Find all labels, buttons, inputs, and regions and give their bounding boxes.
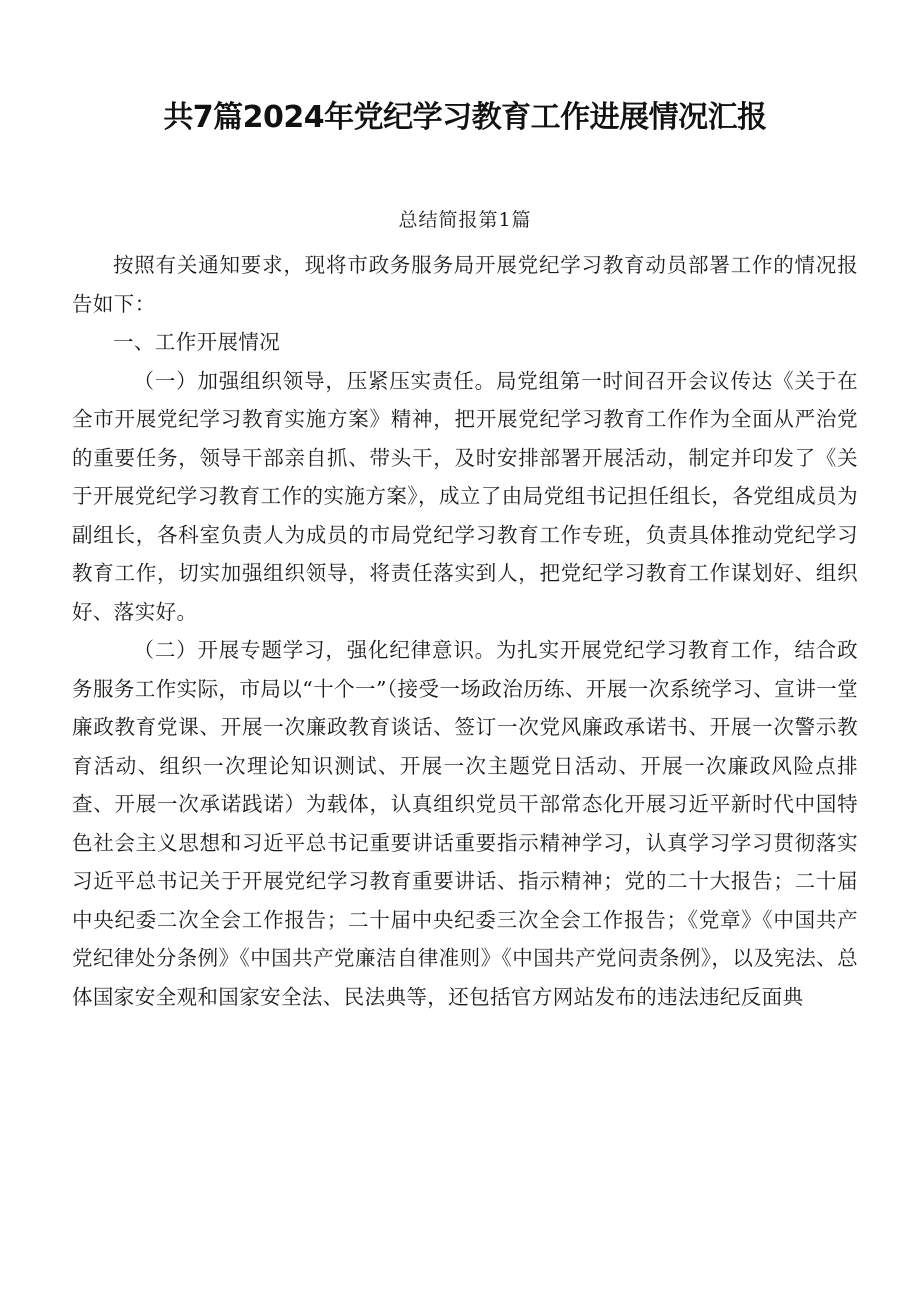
document-body — [72, 246, 858, 1016]
intro-paragraph: 按照有关通知要求，现将市政务服务局开展党纪学习教育动员部署工作的情况报告如下： — [72, 253, 858, 316]
heading-work-progress: 一、工作开展情况 — [113, 330, 281, 354]
paragraph-special-study: （二）开展专题学习，强化纪律意识。为扎实开展党纪学习教育工作，结合政务服务工作实际，市局以“十个一”（接受一场政治历练、开展一次系统学习、宣讲一堂廉政教育党课、开展一次廉政教育谈话、签订一次党风廉政承诺书、开展一次警示教育活动、组织一次理论知识测试、开展一次主题党日活动、开展一次廉政风险点排查、开展一次承诺践诺）为载体，认真组织党员干部常态化开展习近平新时代中国特色社会主义思想和习近平总书记重要讲话重要指示精神学习，认真学习学习贯彻落实习近平总书记关于开展党纪学习教育重要讲话、指示精神；党的二十大报告；二十届中央纪委二次全会工作报告；二十届中央纪委三次全会工作报告；《党章》《中国共产党纪律处分条例》《中国共产党廉洁自律准则》《中国共产党问责条例》，以及宪法、总体国家安全观和国家安全法、民法典等，还包括官方网站发布的违法违纪反面典 — [72, 638, 858, 1009]
document-title: 共7篇2024年党纪学习教育工作进展情况汇报 — [163, 100, 767, 135]
paragraph-organization-leadership: （一）加强组织领导，压紧压实责任。局党组第一时间召开会议传达《关于在全市开展党纪学习教育实施方案》精神，把开展党纪学习教育工作作为全面从严治党的重要任务，领导干部亲自抓、带头干，及时安排部署开展活动，制定并印发了《关于开展党纪学习教育工作的实施方案》，成立了由局党组书记担任组长，各党组成员为副组长，各科室负责人为成员的市局党纪学习教育工作专班，负责具体推动党纪学习教育工作，切实加强组织领导，将责任落实到人，把党纪学习教育工作谋划好、组织好、落实好。 — [72, 368, 858, 624]
section-title: 总结简报第1篇 — [398, 209, 532, 231]
